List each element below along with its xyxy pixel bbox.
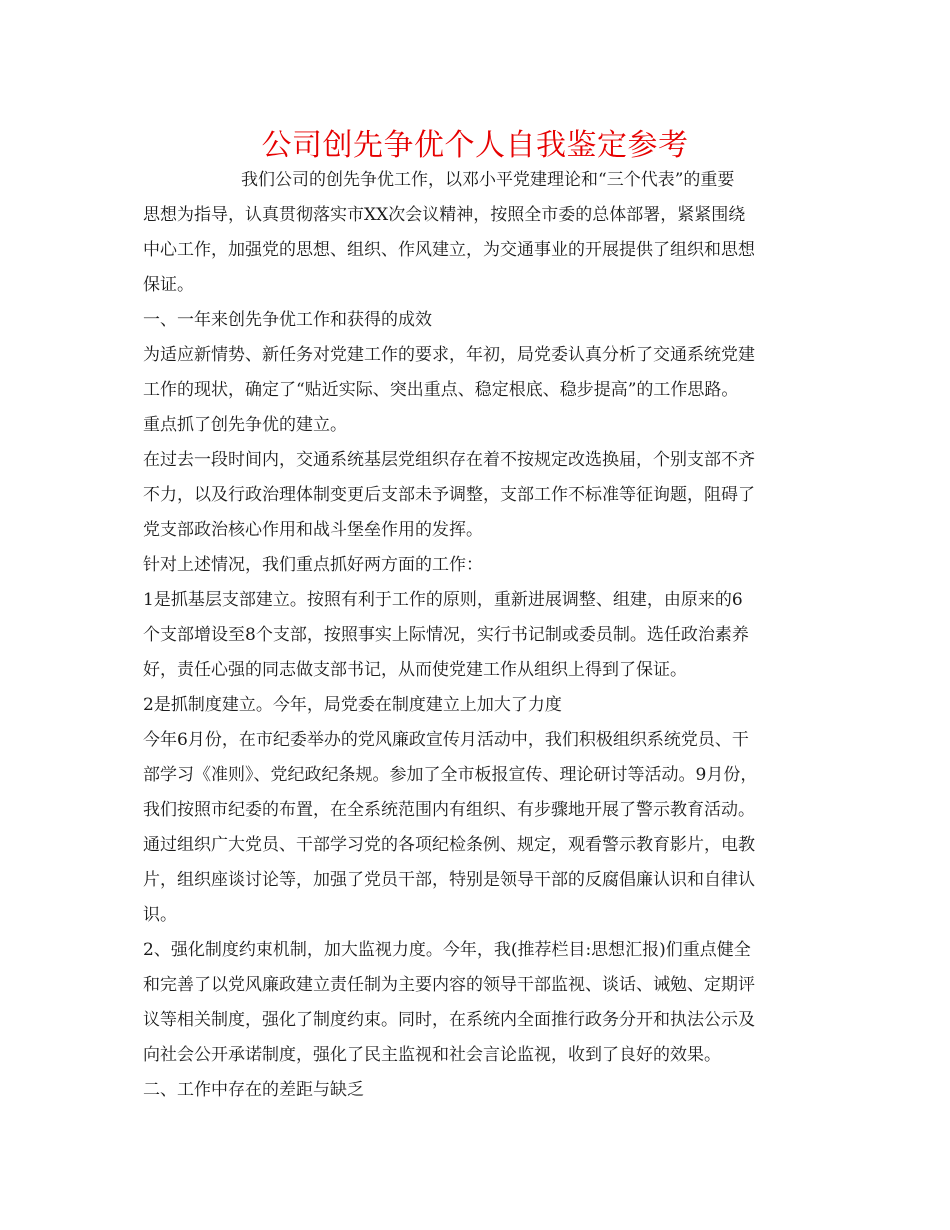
paragraph-line: 在过去一段时间内，交通系统基层党组织存在着不按规定改选换届，个别支部不齐 bbox=[143, 450, 755, 470]
paragraph-line: 重点抓了创先争优的建立。 bbox=[143, 415, 347, 435]
paragraph-line: 不力，以及行政治理体制变更后支部未予调整，支部工作不标准等征询题，阻碍了 bbox=[143, 485, 755, 505]
paragraph-line: 今年6月份，在市纪委举办的党风廉政宣传月活动中，我们积极组织系统党员、干 bbox=[143, 730, 749, 750]
paragraph-line: 和完善了以党风廉政建立责任制为主要内容的领导干部监视、谈话、诫勉、定期评 bbox=[143, 975, 755, 995]
paragraph-line: 工作的现状，确定了“贴近实际、突出重点、稳定根底、稳步提高”的工作思路。 bbox=[143, 380, 739, 400]
paragraph-line: 识。 bbox=[143, 905, 177, 925]
paragraph-line: 针对上述情况，我们重点抓好两方面的工作： bbox=[143, 555, 483, 575]
paragraph-line: 2是抓制度建立。今年，局党委在制度建立上加大了力度 bbox=[143, 695, 562, 715]
paragraph-line: 2、强化制度约束机制，加大监视力度。今年，我(推荐栏目:思想汇报)们重点健全 bbox=[143, 940, 751, 960]
paragraph-line: 为适应新情势、新任务对党建工作的要求，年初，局党委认真分析了交通系统党建 bbox=[143, 345, 755, 365]
paragraph-line: 好，责任心强的同志做支部书记，从而使党建工作从组织上得到了保证。 bbox=[143, 660, 687, 680]
paragraph-line: 部学习《准则》、党纪政纪条规。参加了全市板报宣传、理论研讨等活动。9月份， bbox=[143, 765, 758, 785]
paragraph-line: 向社会公开承诺制度，强化了民主监视和社会言论监视，收到了良好的效果。 bbox=[143, 1045, 721, 1065]
document-title: 公司创先争优个人自我鉴定参考 bbox=[261, 128, 689, 163]
paragraph-line: 片，组织座谈讨论等，加强了党员干部，特别是领导干部的反腐倡廉认识和自律认 bbox=[143, 870, 755, 890]
document-body bbox=[143, 163, 823, 1108]
paragraph-line: 思想为指导，认真贯彻落实市XX次会议精神，按照全市委的总体部署，紧紧围绕 bbox=[143, 205, 746, 225]
paragraph-line: 个支部增设至8个支部，按照事实上际情况，实行书记制或委员制。选任政治素养 bbox=[143, 625, 749, 645]
paragraph-line: 通过组织广大党员、干部学习党的各项纪检条例、规定，观看警示教育影片，电教 bbox=[143, 835, 755, 855]
paragraph-line: 议等相关制度，强化了制度约束。同时，在系统内全面推行政务分开和执法公示及 bbox=[143, 1010, 755, 1030]
paragraph-line: 1是抓基层支部建立。按照有利于工作的原则，重新进展调整、组建，由原来的6 bbox=[143, 590, 743, 610]
paragraph-line: 中心工作，加强党的思想、组织、作风建立，为交通事业的开展提供了组织和思想 bbox=[143, 240, 755, 260]
paragraph-line: 党支部政治核心作用和战斗堡垒作用的发挥。 bbox=[143, 520, 483, 540]
paragraph-line: 保证。 bbox=[143, 275, 194, 295]
section-heading: 一、一年来创先争优工作和获得的成效 bbox=[143, 310, 432, 330]
paragraph-line: 我们公司的创先争优工作，以邓小平党建理论和“三个代表”的重要 bbox=[241, 170, 735, 190]
paragraph-line: 我们按照市纪委的布置，在全系统范围内有组织、有步骤地开展了警示教育活动。 bbox=[143, 800, 755, 820]
section-heading: 二、工作中存在的差距与缺乏 bbox=[143, 1080, 364, 1100]
